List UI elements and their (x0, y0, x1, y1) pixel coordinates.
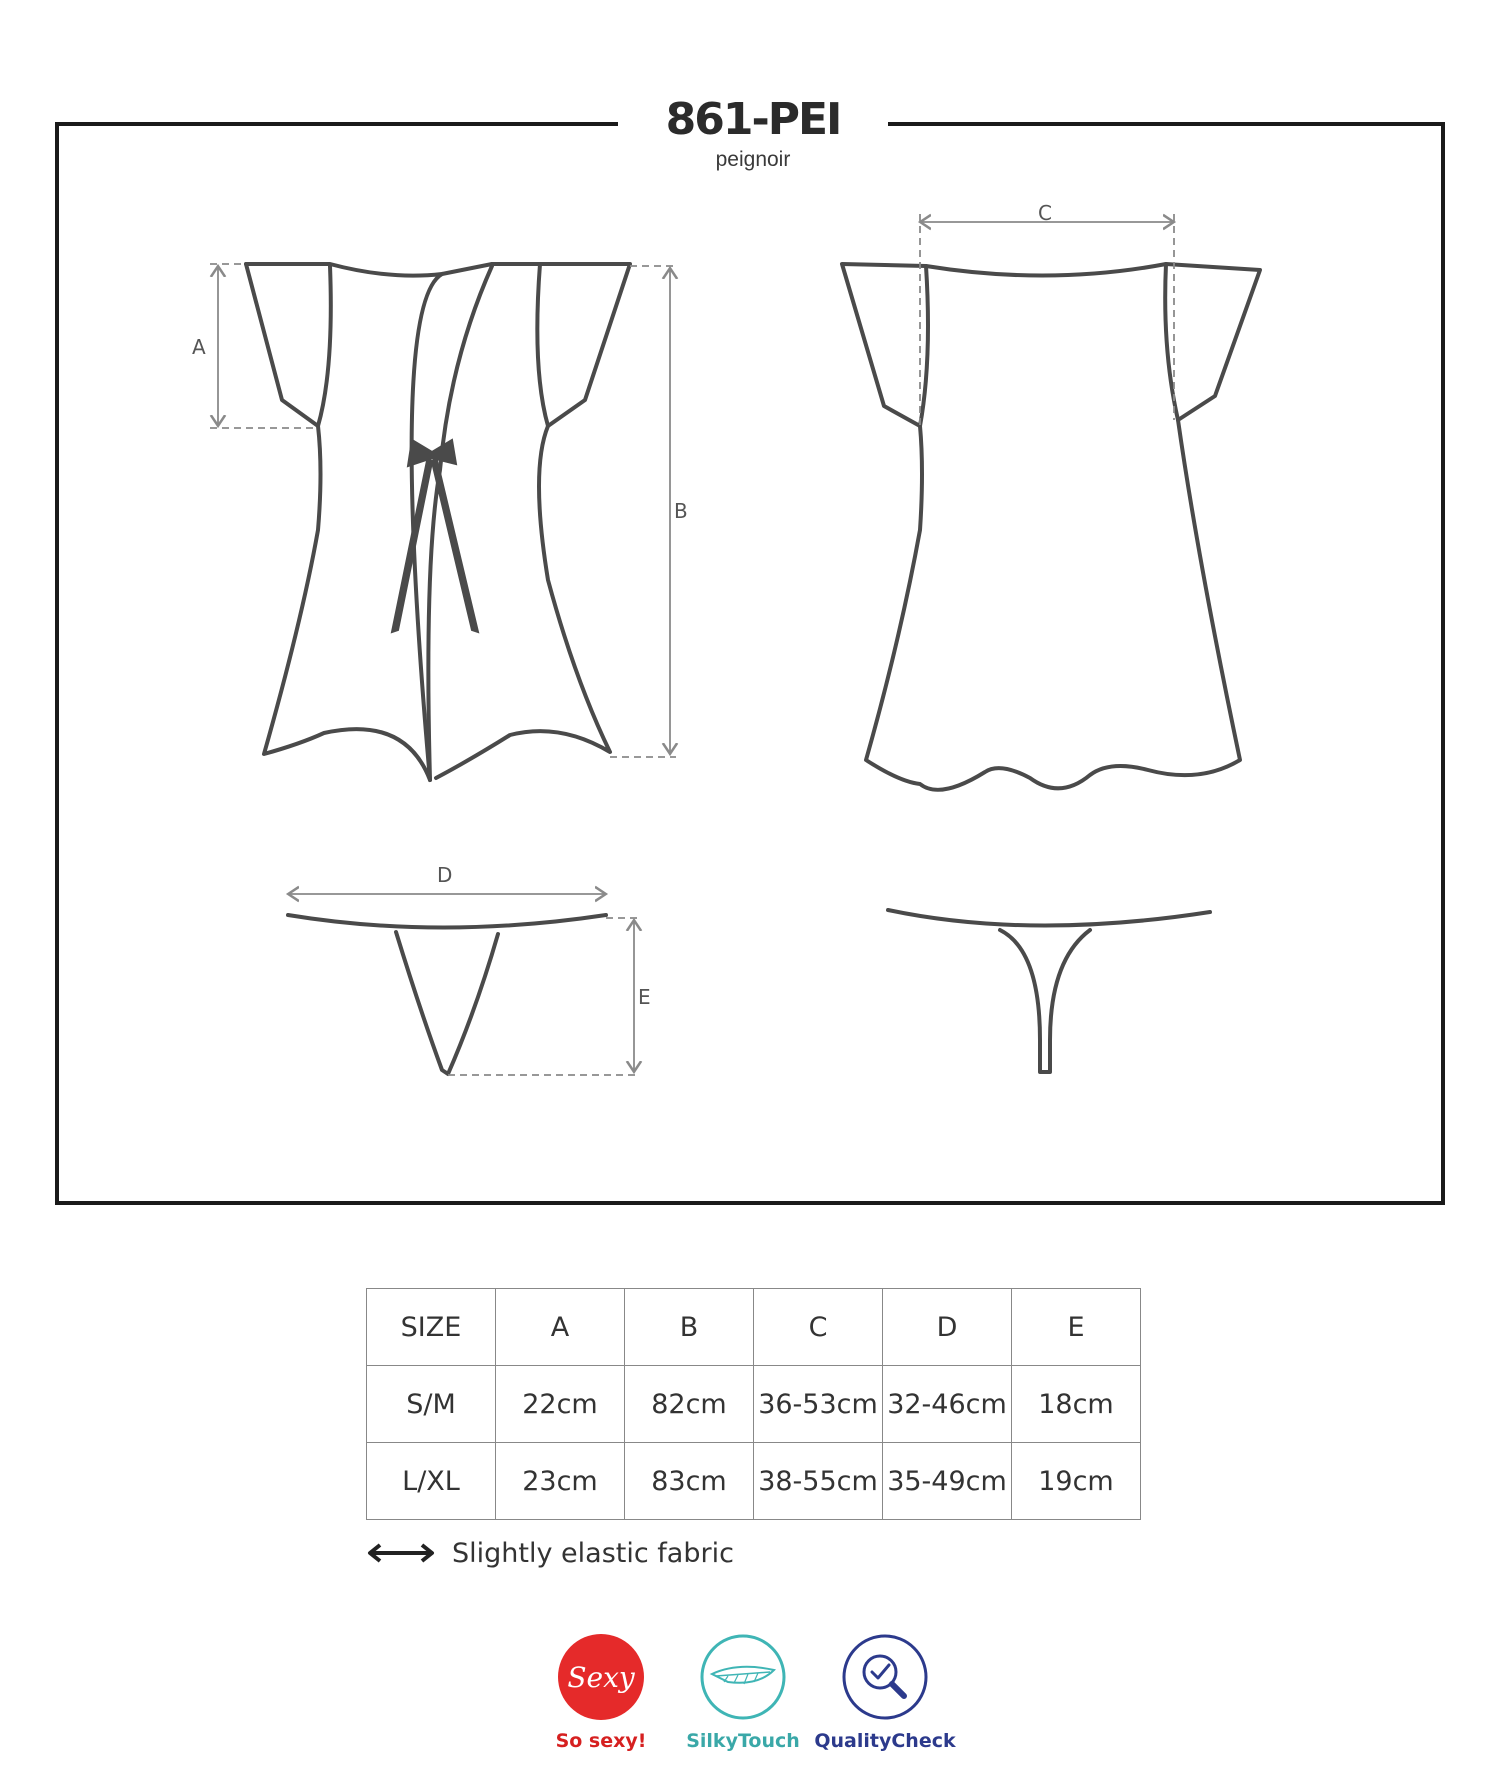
thong-front-drawing (288, 915, 606, 1074)
dim-label-a: A (192, 335, 206, 359)
table-cell: 32-46cm (883, 1366, 1012, 1443)
table-cell: S/M (367, 1366, 496, 1443)
header-cell: D (883, 1289, 1012, 1366)
thong-back-drawing (888, 910, 1210, 1072)
elastic-legend (366, 1535, 734, 1571)
product-title-block (618, 90, 888, 172)
dimension-labels (192, 201, 1052, 1009)
table-cell: 22cm (496, 1366, 625, 1443)
table-row (367, 1443, 1141, 1520)
product-code: 861-PEI (665, 94, 841, 145)
magnifier-check-icon (840, 1632, 930, 1722)
size-table (366, 1288, 1141, 1520)
badge-quality-check (810, 1632, 960, 1752)
table-cell: 35-49cm (883, 1443, 1012, 1520)
table-cell: 23cm (496, 1443, 625, 1520)
header-cell: SIZE (367, 1289, 496, 1366)
bow-tie (392, 440, 478, 632)
peignoir-back-drawing (842, 264, 1260, 790)
table-cell: 38-55cm (754, 1443, 883, 1520)
badge-label: So sexy! (555, 1730, 647, 1752)
badge-silky-touch (668, 1632, 818, 1752)
dimension-lines (210, 214, 1174, 1075)
table-cell: L/XL (367, 1443, 496, 1520)
dim-label-d: D (437, 863, 453, 887)
dim-label-c: C (1038, 201, 1052, 225)
svg-text:Sexy: Sexy (567, 1661, 635, 1694)
header-cell: B (625, 1289, 754, 1366)
badge-label: QualityCheck (814, 1730, 956, 1752)
product-type: peignoir (715, 148, 791, 171)
feather-icon (698, 1632, 788, 1722)
header-cell: E (1012, 1289, 1141, 1366)
header-cell: A (496, 1289, 625, 1366)
badge-label: SilkyTouch (686, 1730, 800, 1752)
table-cell: 18cm (1012, 1366, 1141, 1443)
table-cell: 19cm (1012, 1443, 1141, 1520)
sexy-icon (556, 1632, 646, 1722)
table-cell: 82cm (625, 1366, 754, 1443)
badge-so-sexy (526, 1632, 676, 1752)
peignoir-front-drawing (246, 264, 630, 780)
table-cell: 83cm (625, 1443, 754, 1520)
dim-label-b: B (674, 499, 688, 523)
elastic-legend-text: Slightly elastic fabric (452, 1537, 734, 1569)
dim-label-e: E (638, 985, 651, 1009)
header-cell: C (754, 1289, 883, 1366)
table-row (367, 1366, 1141, 1443)
table-header-row (367, 1289, 1141, 1366)
double-arrow-icon (366, 1541, 436, 1565)
table-cell: 36-53cm (754, 1366, 883, 1443)
